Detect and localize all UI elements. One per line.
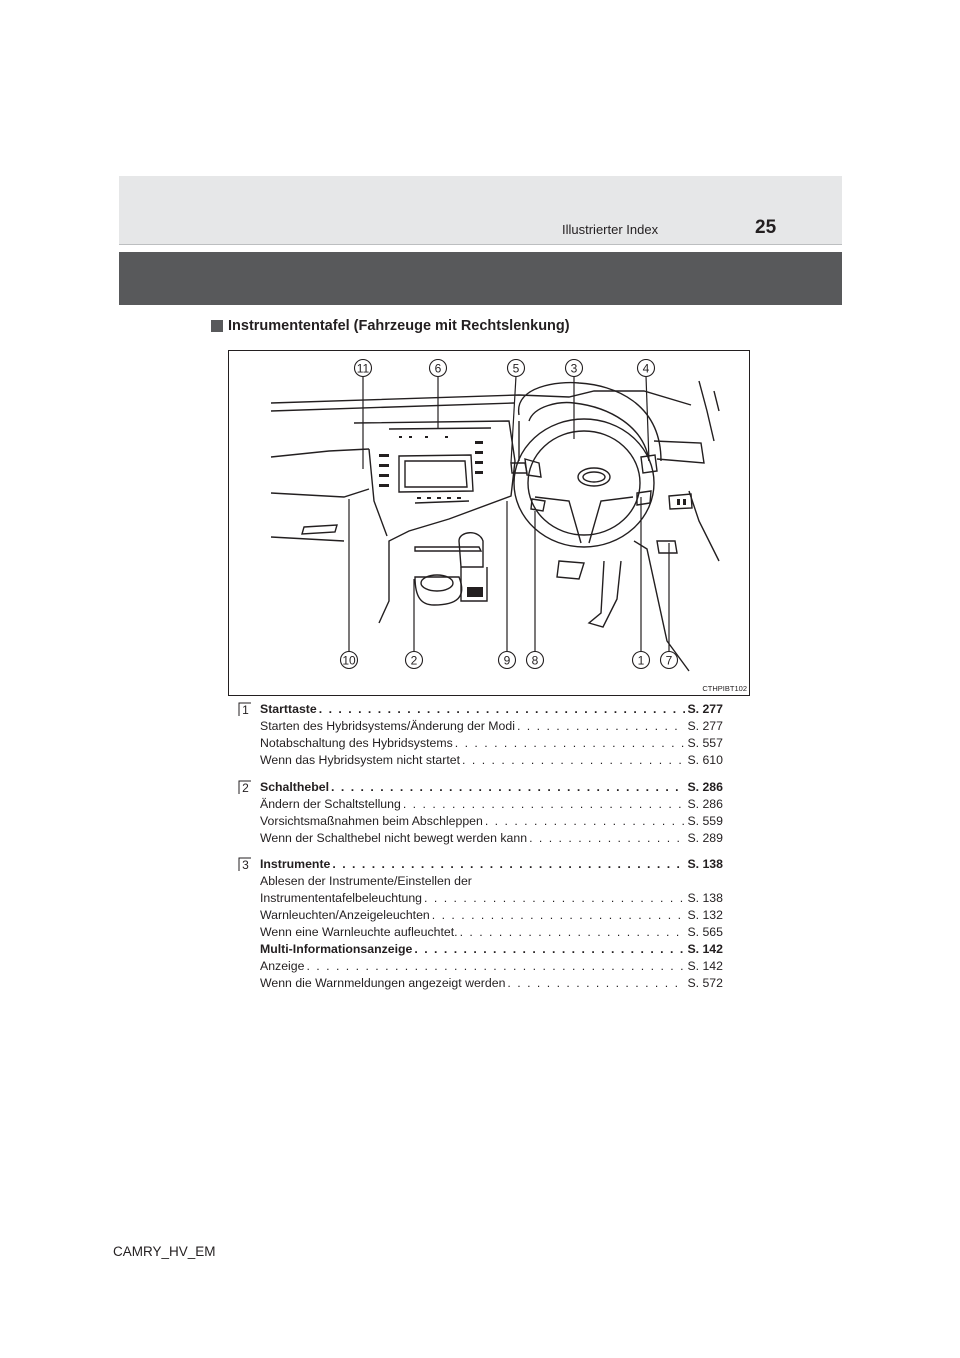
index-entry: Wenn der Schalthebel nicht bewegt werden kann . . . S. 289 — [260, 831, 723, 847]
page-number: 25 — [755, 217, 777, 238]
index-entry: Anzeige . . . S. 142 — [260, 959, 723, 975]
callout-label: 2 — [410, 653, 418, 668]
callout-label: 9 — [503, 653, 511, 668]
callout-label: 3 — [570, 361, 578, 376]
index-entry: Warnleuchten/Anzeigeleuchten . . . S. 132 — [260, 908, 723, 924]
index-entry: Ändern der Schaltstellung . . . S. 286 — [260, 797, 723, 813]
index-entry: Vorsichtsmaßnahmen beim Abschleppen . . . S. 559 — [260, 814, 723, 830]
index-group-1 — [238, 702, 728, 772]
dashboard-drawing — [229, 351, 749, 695]
callout-label: 4 — [642, 361, 650, 376]
index-group-3 — [238, 857, 728, 997]
index-entry: Wenn das Hybridsystem nicht startet . . . S. 610 — [260, 753, 723, 769]
svg-text:1: 1 — [242, 703, 249, 717]
index-group-2 — [238, 780, 728, 850]
svg-text:3: 3 — [242, 858, 249, 872]
header-divider — [119, 244, 842, 245]
item-number-icon — [238, 780, 252, 795]
section-heading — [211, 318, 570, 334]
callout-label: 1 — [637, 653, 645, 668]
callout-label: 7 — [665, 653, 673, 668]
item-number-icon — [238, 702, 252, 717]
callout-label: 10 — [342, 653, 356, 668]
index-entry: Starten des Hybridsystems/Änderung der Modi . . . S. 277 — [260, 719, 723, 735]
callout-label: 6 — [434, 361, 442, 376]
square-bullet-icon — [211, 320, 223, 332]
index-entry: Instrumententafelbeleuchtung . . . S. 138 — [260, 891, 723, 907]
callout-label: 8 — [531, 653, 539, 668]
footer-code: CAMRY_HV_EM — [113, 1244, 216, 1259]
item-number-icon — [238, 857, 252, 872]
index-entry: Wenn die Warnmeldungen angezeigt werden . . . S. 572 — [260, 976, 723, 992]
index-entry: Schalthebel . . . S. 286 — [260, 780, 723, 796]
header-band — [119, 176, 842, 244]
header-title: Illustrierter Index — [562, 222, 659, 237]
dashboard-illustration — [228, 350, 750, 696]
index-entry: Ablesen der Instrumente/Einstellen der — [260, 874, 472, 888]
section-heading-text: Instrumententafel (Fahrzeuge mit Rechtslenkung) — [228, 318, 570, 334]
svg-text:2: 2 — [242, 781, 249, 795]
index-entry: Multi-Informationsanzeige . . . S. 142 — [260, 942, 723, 958]
index-entry: Wenn eine Warnleuchte aufleuchtet. . . . S. 565 — [260, 925, 723, 941]
section-band — [119, 252, 842, 305]
index-entry: Notabschaltung des Hybridsystems . . . S. 557 — [260, 736, 723, 752]
callout-label: 5 — [512, 361, 520, 376]
index-entry: Starttaste . . . S. 277 — [260, 702, 723, 718]
callout-label: 11 — [356, 361, 370, 376]
figure-code: CTHPIBT102 — [702, 684, 747, 693]
index-entry: Instrumente . . . S. 138 — [260, 857, 723, 873]
